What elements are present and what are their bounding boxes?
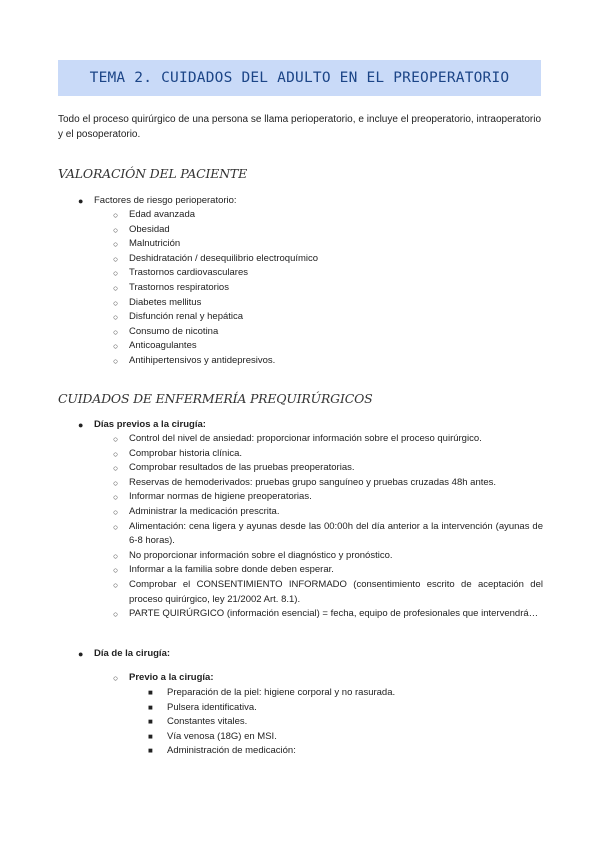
- circle-bullet-icon: ○: [113, 463, 119, 474]
- circle-bullet-icon: ○: [113, 355, 119, 366]
- list-item: ○ Reservas de hemoderivados: pruebas grupo sanguíneo y pruebas cruzadas 48h antes.: [113, 476, 543, 491]
- circle-bullet-icon: ○: [113, 341, 119, 352]
- circle-bullet-icon: ○: [113, 550, 119, 561]
- list-item: ○ Comprobar resultados de las pruebas preoperatorias.: [113, 461, 543, 476]
- square-bullet-icon: ■: [148, 731, 153, 741]
- list-item: ○ Administrar la medicación prescrita.: [113, 505, 543, 520]
- circle-bullet-icon: ○: [113, 434, 119, 444]
- circle-bullet-icon: ○: [113, 506, 119, 517]
- square-bullet-icon: ■: [148, 688, 153, 697]
- bullet-dot-icon: ●: [78, 196, 84, 206]
- list-item: ○ Obesidad: [113, 223, 543, 238]
- circle-bullet-icon: ○: [113, 492, 119, 503]
- list-item: ○ Comprobar el CONSENTIMIENTO INFORMADO (consentimiento escrito de aceptación del proceso quirúrgico, ley 21/2002 Art. 8.1).: [113, 578, 543, 605]
- bullet-dia-cirugia-label: Día de la cirugía:: [94, 648, 171, 659]
- circle-bullet-icon: ○: [113, 521, 119, 532]
- circle-bullet-icon: ○: [113, 210, 119, 220]
- circle-bullet-icon: ○: [113, 448, 119, 459]
- list-item: ○ PARTE QUIRÚRGICO (información esencial) = fecha, equipo de profesionales que intervendrá…: [113, 607, 543, 622]
- list-item: ○ Control del nivel de ansiedad: proporcionar información sobre el proceso quirúrgico.: [113, 432, 543, 447]
- dias-previos-list: [113, 432, 543, 622]
- circle-bullet-icon: ○: [113, 282, 119, 293]
- bullet-dot-icon: ●: [78, 649, 84, 659]
- bullet-factores-label: Factores de riesgo perioperatorio:: [94, 195, 237, 206]
- circle-bullet-icon: ○: [113, 609, 119, 620]
- list-item: ■ Vía venosa (18G) en MSI.: [148, 730, 548, 745]
- circle-bullet-icon: ○: [113, 239, 119, 250]
- previo-cirugia-list: [148, 686, 548, 759]
- list-item: ■ Administración de medicación:: [148, 744, 548, 759]
- list-item: ○ Deshidratación / desequilibrio electroquímico: [113, 252, 543, 267]
- list-item: ○ Trastornos respiratorios: [113, 281, 543, 296]
- circle-bullet-icon: ○: [113, 579, 119, 590]
- circle-bullet-icon: ○: [113, 297, 119, 308]
- bullet-dias-previos-label: Días previos a la cirugía:: [94, 419, 206, 430]
- list-item: ■ Constantes vitales.: [148, 715, 548, 730]
- section-heading-cuidados: CUIDADOS DE ENFERMERÍA PREQUIRÚRGICOS: [58, 391, 373, 406]
- circle-bullet-icon: ○: [113, 268, 119, 279]
- square-bullet-icon: ■: [148, 702, 153, 712]
- page-title: TEMA 2. CUIDADOS DEL ADULTO EN EL PREOPERATORIO: [89, 70, 510, 86]
- risk-factor-list: [113, 208, 543, 369]
- list-item: ○ Alimentación: cena ligera y ayunas desde las 00:00h del día anterior a la intervención (ayunas de 6-8 horas).: [113, 520, 543, 547]
- circle-bullet-icon: ○: [113, 224, 119, 235]
- list-item: ○ Anticoagulantes: [113, 339, 543, 354]
- list-item: ■ Pulsera identificativa.: [148, 701, 548, 716]
- list-item: ○ Consumo de nicotina: [113, 325, 543, 340]
- list-item: ○ Trastornos cardiovasculares: [113, 266, 543, 281]
- list-item: ○ No proporcionar información sobre el diagnóstico y pronóstico.: [113, 549, 543, 564]
- section-heading-valoracion: VALORACIÓN DEL PACIENTE: [58, 166, 247, 181]
- circle-bullet-icon: ○: [113, 673, 119, 683]
- square-bullet-icon: ■: [148, 717, 153, 727]
- list-item: ○ Edad avanzada: [113, 208, 543, 223]
- list-item: ○ Previo a la cirugía:: [113, 671, 543, 686]
- list-item: ○ Informar a la familia sobre donde deben esperar.: [113, 563, 543, 578]
- square-bullet-icon: ■: [148, 746, 153, 756]
- circle-bullet-icon: ○: [113, 477, 119, 488]
- list-item: ○ Malnutrición: [113, 237, 543, 252]
- dia-cirugia-list: [113, 671, 543, 686]
- list-item: ○ Antihipertensivos y antidepresivos.: [113, 354, 543, 369]
- circle-bullet-icon: ○: [113, 565, 119, 576]
- bullet-dot-icon: ●: [78, 420, 84, 430]
- title-banner: [58, 60, 541, 96]
- list-item: ■ Preparación de la piel: higiene corporal y no rasurada.: [148, 686, 548, 701]
- intro-paragraph: Todo el proceso quirúrgico de una persona se llama perioperatorio, e incluye el preoperatorio, intraoperatorio y el posoperatorio.: [58, 114, 541, 140]
- list-item: ○ Disfunción renal y hepática: [113, 310, 543, 325]
- circle-bullet-icon: ○: [113, 326, 119, 337]
- list-item: ○ Comprobar historia clínica.: [113, 447, 543, 462]
- circle-bullet-icon: ○: [113, 312, 119, 323]
- list-item: ○ Informar normas de higiene preoperatorias.: [113, 490, 543, 505]
- circle-bullet-icon: ○: [113, 253, 119, 264]
- list-item: ○ Diabetes mellitus: [113, 296, 543, 311]
